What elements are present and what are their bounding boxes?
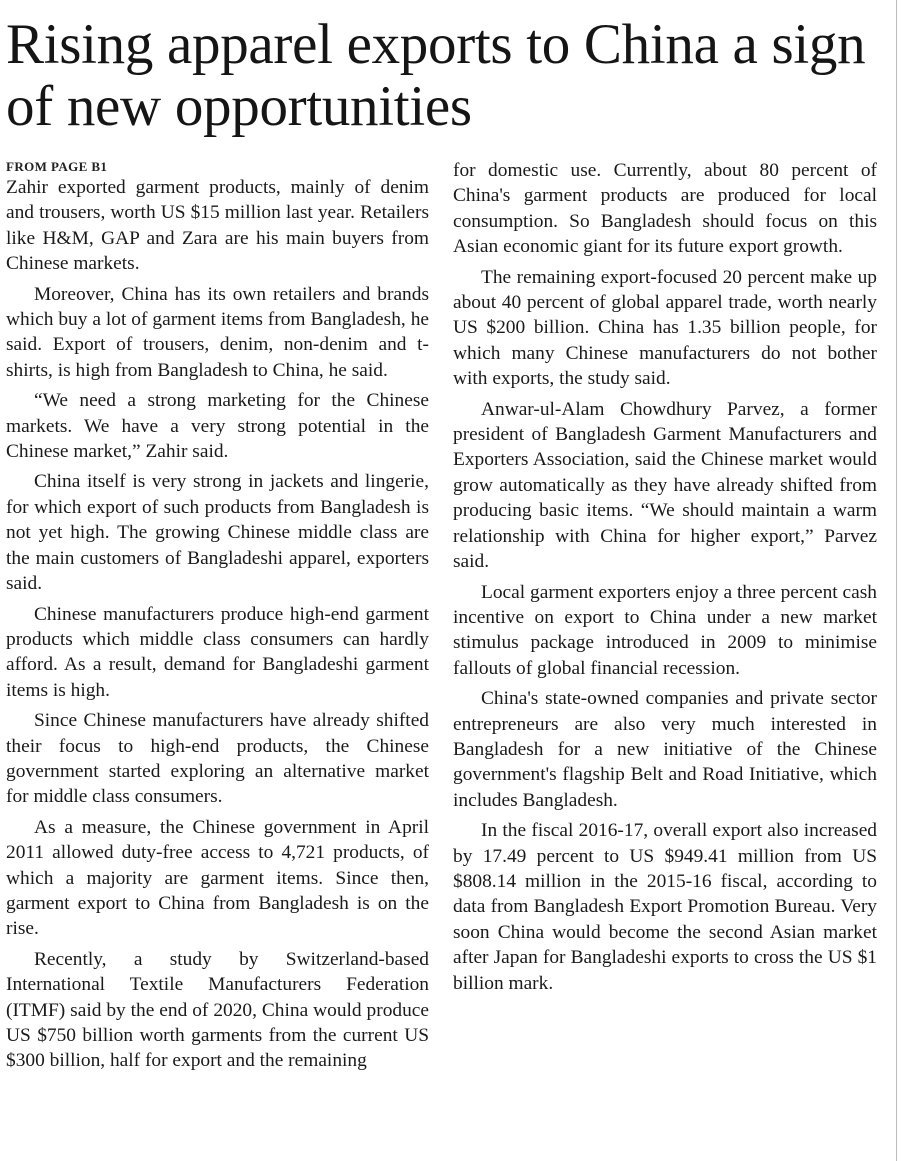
page-edge-divider (896, 0, 897, 1161)
paragraph: In the fiscal 2016-17, overall export also increased by 17.49 percent to US $949.41 million from US $808.14 million in the 2015-16 fiscal, according to data from Bangladesh Export Promotion Bureau. Very soon China would become the second Asian market after Japan for Bangladeshi exports to cross the US $1 billion mark. (453, 820, 877, 994)
paragraph: for domestic use. Currently, about 80 percent of China's garment products are produced for local consumption. So Bangladesh should focus on this Asian economic giant for its future export growth. (453, 160, 877, 258)
paragraph: Since Chinese manufacturers have already shifted their focus to high-end products, the Chinese government started exploring an alternative market for middle class consumers. (6, 710, 429, 808)
paragraph: Local garment exporters enjoy a three percent cash incentive on export to China under a new market stimulus package introduced in 2009 to minimise fallouts of global financial recession. (453, 581, 877, 679)
paragraph: The remaining export-focused 20 percent make up about 40 percent of global apparel trade, worth nearly US $200 billion. China has 1.35 billion people, for which many Chinese manufacturers do not bother with exports, the study said. (453, 266, 877, 390)
paragraph: China itself is very strong in jackets and lingerie, for which export of such products from Bangladesh is not yet high. The growing Chinese middle class are the main customers of Bangladeshi apparel, exporters said. (6, 471, 429, 595)
paragraph: Anwar-ul-Alam Chowdhury Parvez, a former president of Bangladesh Garment Manufacturers and Exporters Association, said the Chinese market would grow automatically as they have already shifted from producing basic items. “We should maintain a warm relationship with China for higher export,” Parvez said. (453, 398, 877, 573)
paragraph: Chinese manufacturers produce high-end garment products which middle class consumers can hardly afford. As a result, demand for Bangladeshi garment items is high. (6, 603, 429, 701)
paragraph: China's state-owned companies and private sector entrepreneurs are also very much interested in Bangladesh for a new initiative of the Chinese government's flagship Belt and Road Initiative, which includes Bangladesh. (453, 688, 877, 811)
paragraph: Moreover, China has its own retailers and brands which buy a lot of garment items from Bangladesh, he said. Export of trousers, denim, non-denim and t-shirts, is high from Bangladesh to China, he said. (6, 283, 429, 381)
headline: Rising apparel exports to China a sign of new opportunities (6, 13, 866, 138)
paragraph: Zahir exported garment products, mainly of denim and trousers, worth US $15 million last year. Retailers like H&M, GAP and Zara are his main buyers from Chinese markets. (6, 177, 429, 275)
paragraph: Recently, a study by Switzerland-based International Textile Manufacturers Federation (ITMF) said by the end of 2020, China would produce US $750 billion worth garments from the current US $300 billion, half for export and the remaining (6, 948, 429, 1072)
paragraph: As a measure, the Chinese government in April 2011 allowed duty-free access to 4,721 products, of which a majority are garment items. Since then, garment export to China from Bangladesh is on the rise. (6, 816, 429, 940)
left-column (6, 158, 429, 1079)
right-column (453, 158, 877, 1001)
kicker: FROM PAGE B1 (6, 159, 108, 174)
paragraph: “We need a strong marketing for the Chinese markets. We have a very strong potential in the Chinese market,” Zahir said. (6, 390, 429, 463)
